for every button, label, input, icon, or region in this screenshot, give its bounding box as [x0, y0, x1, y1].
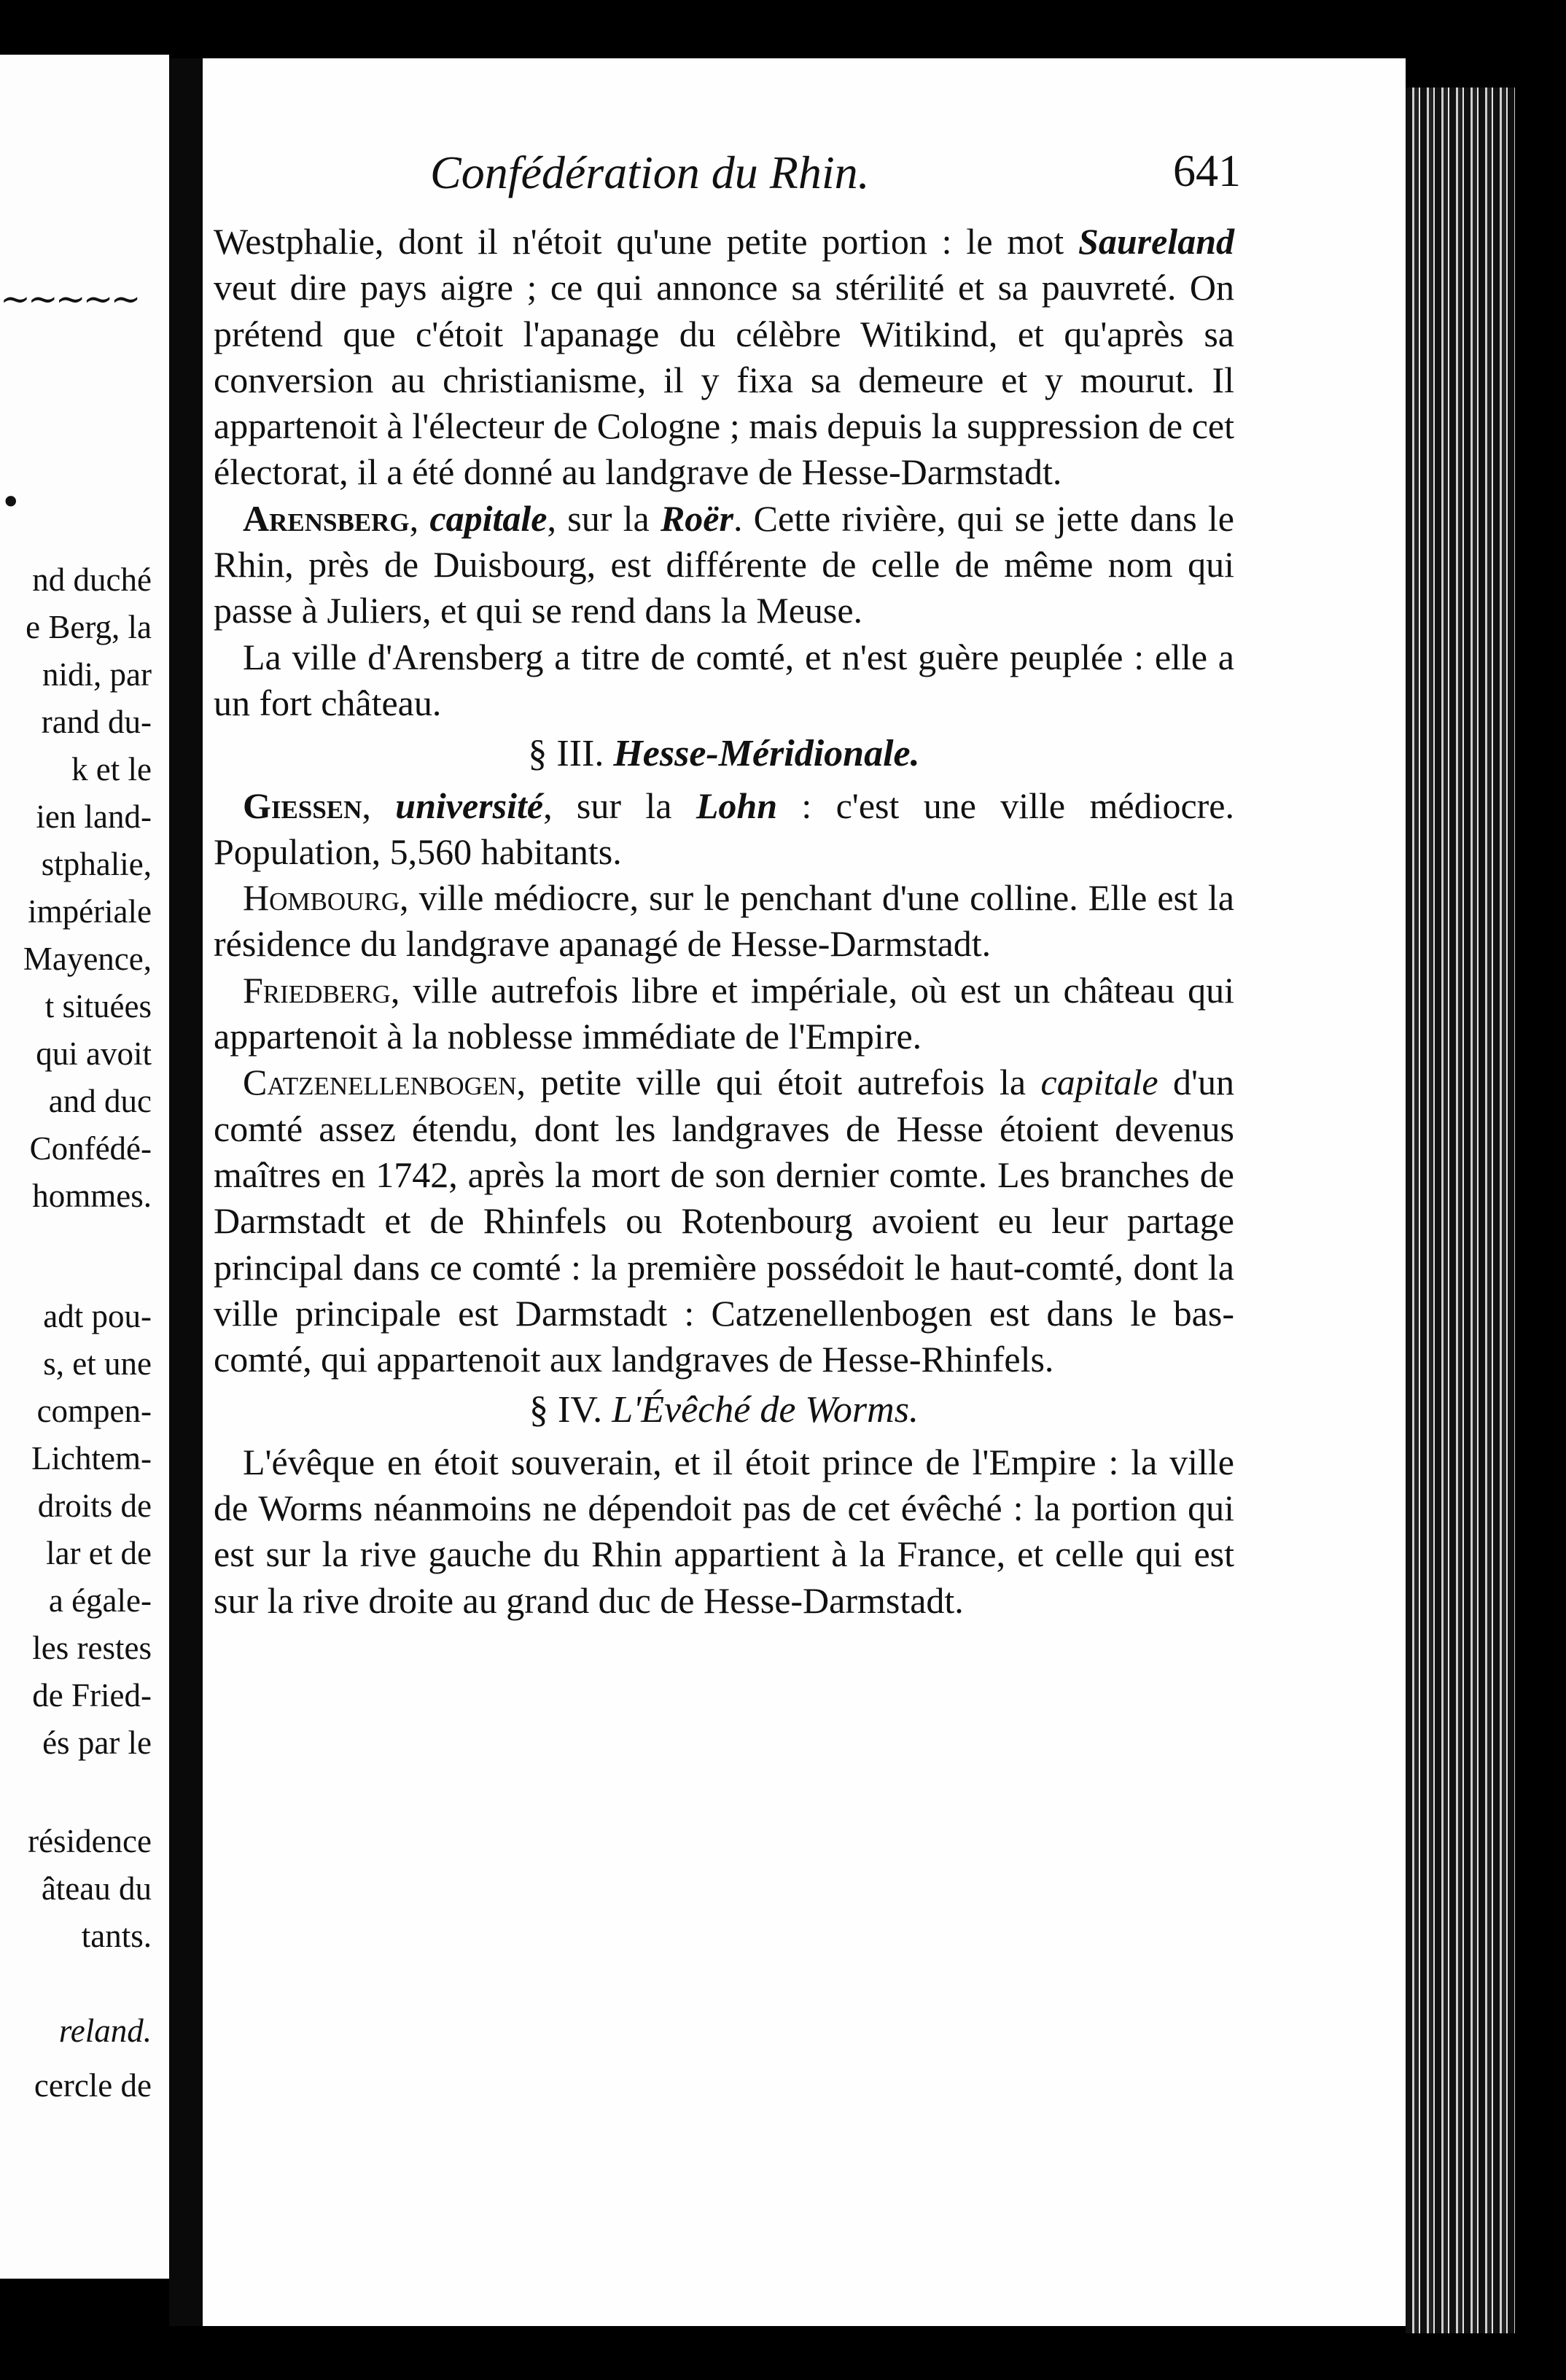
facing-page-line: e Berg, la — [26, 609, 152, 645]
paragraph: L'évêque en étoit souverain, et il étoit prince de l'Empire : la ville de Worms néanmoins ne dépendoit pas de cet évêché : la portion qui est sur la rive gauche du Rhin appartient à la France, et celle qui est sur la rive droite au grand duc de Hesse-Darmstadt. — [214, 1441, 1234, 1621]
facing-page-line: a égale- — [48, 1582, 152, 1619]
facing-page-line: Confédé- — [29, 1130, 152, 1167]
facing-page-line: qui avoit — [36, 1035, 152, 1072]
facing-page-line: and duc — [48, 1083, 152, 1119]
place-name: Friedberg — [243, 969, 391, 1011]
paragraph: Catzenellenbogen, petite ville qui étoit autrefois la capitale d'un comté assez étendu, dont les landgraves de Hesse étoient devenus maîtres en 1742, après la mort de son dernier comte. Les branches de Darmstadt et de Rhinfels ou Rotenbourg avoient eu leur partage principal dans ce comté : la première possédoit le haut-comté, dont la ville principale est Darmstadt : Catzenellenbogen est dans le bas-comté, qui appartenoit aux landgraves de Hesse-Rhinfels. — [214, 1062, 1234, 1380]
running-header — [226, 146, 1241, 204]
paragraph: Westphalie, dont il n'étoit qu'une petite portion : le mot Saureland veut dire pays aigre ; ce qui annonce sa stérilité et sa pauvreté. On prétend que c'étoit l'apanage du célèbre Witikind, et qu'après sa conversion au christianisme, il y fixa sa demeure et y mourut. Il appartenoit à l'électeur de Cologne ; mais depuis la suppression de cet électorat, il a été donné au landgrave de Hesse-Darmstadt. — [214, 221, 1234, 493]
place-name: Hombourg — [243, 877, 400, 919]
facing-page-line: Mayence, — [23, 941, 152, 977]
place-name: Arensberg — [243, 497, 410, 539]
facing-page-line: tants. — [81, 1918, 152, 1954]
facing-page-line: k et le — [71, 751, 152, 788]
section-heading: § III. Hesse-Méridionale. — [528, 733, 920, 775]
paragraph: Giessen, université, sur la Lohn : c'est une ville médiocre. Population, 5,560 habitants. — [214, 785, 1234, 872]
paragraph: Hombourg, ville médiocre, sur le penchant d'une colline. Elle est la résidence du landgrave apanagé de Hesse-Darmstadt. — [214, 877, 1234, 965]
ornament-rule: ~~~~~ — [0, 278, 139, 320]
section-heading: § IV. L'Évêché de Worms. — [529, 1389, 919, 1431]
facing-page-line: droits de — [37, 1488, 152, 1524]
facing-page-line: Lichtem- — [31, 1440, 152, 1477]
book-gutter — [169, 58, 203, 2326]
facing-page-line: nd duché — [32, 561, 152, 598]
facing-page-line: rand du- — [41, 704, 152, 740]
facing-page-line: cercle de — [34, 2067, 152, 2104]
paragraph: La ville d'Arensberg a titre de comté, et n'est guère peuplée : elle a un fort château. — [214, 636, 1234, 723]
facing-page-line: les restes — [32, 1630, 152, 1666]
facing-page-line: âteau du — [41, 1870, 152, 1907]
facing-page-line: s, et une — [43, 1345, 152, 1382]
place-name: Giessen — [243, 785, 362, 826]
facing-page-line: t situées — [44, 988, 152, 1024]
facing-page-line: résidence — [28, 1823, 152, 1859]
page-body — [214, 219, 1234, 1624]
facing-page-line: compen- — [36, 1393, 152, 1429]
facing-page-line: lar et de — [46, 1535, 152, 1571]
facing-page-fragment — [0, 55, 169, 2279]
facing-page-line: reland. — [58, 2012, 152, 2049]
bullet-mark: • — [0, 481, 22, 524]
facing-page-line: de Fried- — [32, 1677, 152, 1714]
paragraph: Arensberg, capitale, sur la Roër. Cette rivière, qui se jette dans le Rhin, près de Duisbourg, est différente de celle de même nom qui passe à Juliers, et qui se rend dans la Meuse. — [214, 497, 1234, 631]
running-title: Confédération du Rhin. — [430, 147, 870, 198]
facing-page-line: adt pou- — [43, 1298, 152, 1334]
page-edges — [1406, 88, 1515, 2333]
facing-page-line: stphalie, — [41, 846, 152, 882]
facing-page-line: impériale — [28, 893, 152, 930]
place-name: Catzenellenbogen — [243, 1062, 517, 1103]
facing-page-line: ien land- — [36, 798, 152, 835]
facing-page-line: nidi, par — [42, 656, 152, 693]
page-number: 641 — [1173, 147, 1241, 196]
facing-page-line: és par le — [42, 1724, 152, 1761]
facing-page-line: hommes. — [32, 1178, 152, 1214]
paragraph: Friedberg, ville autrefois libre et impériale, où est un château qui appartenoit à la noblesse immédiate de l'Empire. — [214, 969, 1234, 1057]
